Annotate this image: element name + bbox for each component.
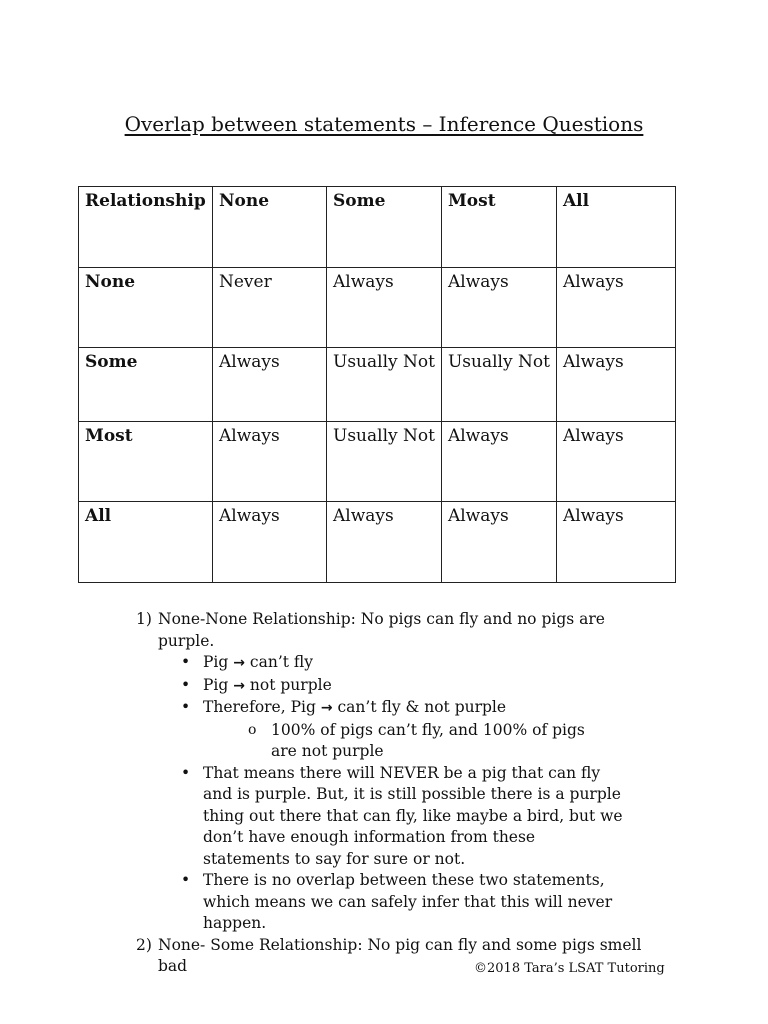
header-cell: Most bbox=[441, 187, 556, 268]
numbered-item bbox=[136, 609, 656, 652]
bullet-text: Pig bbox=[203, 653, 234, 671]
list-item bbox=[181, 675, 656, 698]
item-number: 1) bbox=[136, 610, 152, 628]
list-item: • There is no overlap between these two statements, which means we can safely infer that this will never happen. bbox=[181, 870, 623, 935]
item-number: 2) bbox=[136, 935, 152, 954]
list-item bbox=[181, 652, 656, 675]
table-cell: Usually Not bbox=[327, 422, 442, 502]
table-cell: Usually Not bbox=[327, 348, 442, 422]
table-row bbox=[79, 422, 676, 502]
arrow-icon: → bbox=[320, 700, 333, 716]
table-cell: Always bbox=[213, 422, 327, 502]
explanation-notes bbox=[136, 609, 656, 978]
list-item bbox=[181, 697, 656, 763]
bullet-text: can’t fly & not purple bbox=[332, 698, 507, 716]
bullet-text: can’t fly bbox=[244, 653, 313, 671]
row-label: Some bbox=[79, 348, 213, 422]
table-cell: Always bbox=[556, 348, 675, 422]
header-cell: Some bbox=[327, 187, 442, 268]
sub-bullet-list bbox=[203, 720, 656, 763]
list-item: • That means there will NEVER be a pig that can fly and is purple. But, it is still possible there is a purple thing out there that can fly, like maybe a bird, but we don’t have enough information from these statements to say for sure or not. bbox=[181, 763, 623, 871]
copyright-footer: ©2018 Tara’s LSAT Tutoring bbox=[474, 961, 665, 976]
item-text: None-None Relationship: No pigs can fly and no pigs are purple. bbox=[158, 610, 605, 650]
item-text: None- Some Relationship: No pig can fly and some pigs smell bad bbox=[158, 935, 642, 975]
header-cell: All bbox=[556, 187, 675, 268]
table-cell: Always bbox=[556, 502, 675, 583]
list-item: o 100% of pigs can’t fly, and 100% of pigs are not purple bbox=[248, 720, 611, 763]
row-label: Most bbox=[79, 422, 213, 502]
table-cell: Never bbox=[213, 268, 327, 348]
table-cell: Always bbox=[213, 348, 327, 422]
table-cell: Always bbox=[441, 502, 556, 583]
table-row bbox=[79, 268, 676, 348]
bullet-list bbox=[136, 652, 656, 935]
table-row bbox=[79, 502, 676, 583]
header-cell: Relationship bbox=[79, 187, 213, 268]
table-header-row bbox=[79, 187, 676, 268]
table-cell: Usually Not bbox=[441, 348, 556, 422]
table-cell: Always bbox=[556, 422, 675, 502]
bullet-text: Therefore, Pig bbox=[203, 698, 321, 716]
row-label: All bbox=[79, 502, 213, 583]
row-label: None bbox=[79, 268, 213, 348]
bullet-text: Pig bbox=[203, 675, 234, 694]
relationship-table bbox=[78, 186, 676, 583]
page-title: Overlap between statements – Inference Questions bbox=[124, 112, 644, 136]
arrow-icon: → bbox=[233, 677, 245, 694]
table-cell: Always bbox=[327, 502, 442, 583]
table-cell: Always bbox=[441, 422, 556, 502]
table-cell: Always bbox=[556, 268, 675, 348]
header-cell: None bbox=[213, 187, 327, 268]
table-row bbox=[79, 348, 676, 422]
arrow-icon: → bbox=[233, 655, 245, 671]
table-cell: Always bbox=[441, 268, 556, 348]
bullet-text: not purple bbox=[244, 675, 332, 694]
table-cell: Always bbox=[213, 502, 327, 583]
table-cell: Always bbox=[327, 268, 442, 348]
